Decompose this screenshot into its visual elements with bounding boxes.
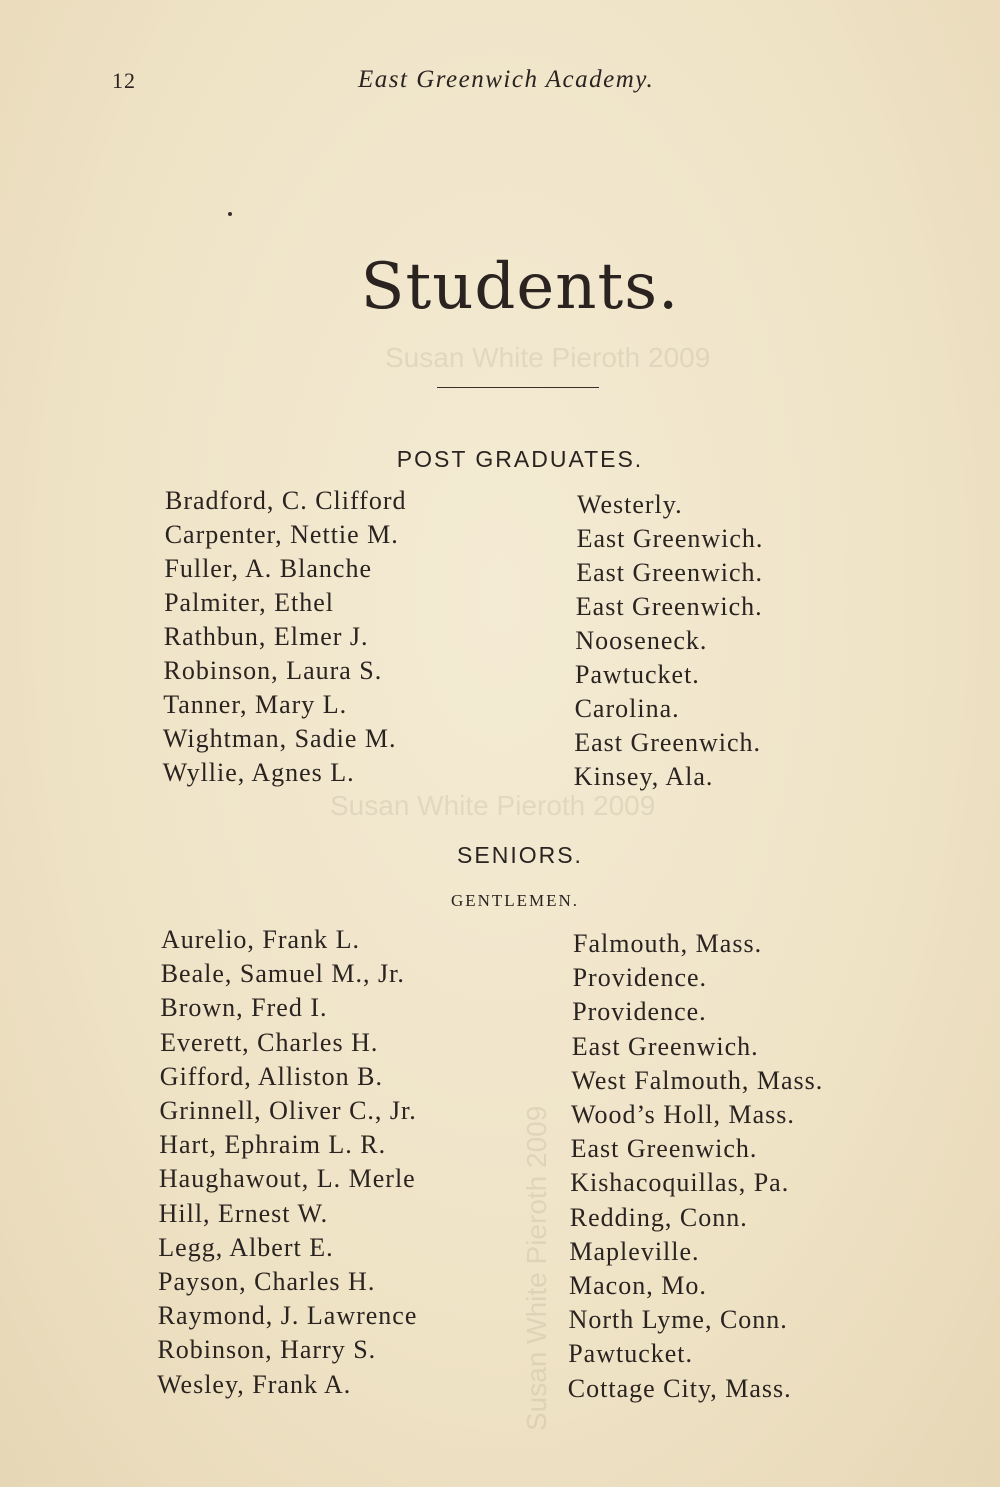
list-item	[0, 925, 1000, 959]
watermark: Susan White Pieroth 2009	[385, 342, 711, 373]
list-item	[0, 1267, 1000, 1301]
title-rule	[437, 387, 599, 388]
student-hometown: East Greenwich.	[576, 524, 764, 553]
watermark: Susan White Pieroth 2009	[521, 1105, 552, 1431]
list-item	[0, 1370, 1000, 1404]
student-name: Grinnell, Oliver C., Jr.	[159, 1096, 417, 1125]
student-name: Palmiter, Ethel	[164, 588, 335, 617]
student-name: Wyllie, Agnes L.	[162, 758, 355, 787]
student-name: Beale, Samuel M., Jr.	[160, 959, 405, 989]
ink-speck	[228, 212, 232, 216]
student-hometown: Kinsey, Ala.	[573, 762, 714, 791]
student-name: Aurelio, Frank L.	[161, 925, 360, 954]
watermark: Susan White Pieroth 2009	[330, 790, 656, 821]
student-name: Rathbun, Elmer J.	[163, 622, 369, 651]
page-number: 12	[112, 68, 136, 93]
student-hometown: Providence.	[572, 997, 707, 1027]
list-item	[0, 656, 1000, 690]
list-item	[0, 554, 1000, 588]
student-hometown: Macon, Mo.	[569, 1271, 707, 1300]
student-name: Payson, Charles H.	[158, 1267, 376, 1296]
running-head: East Greenwich Academy.	[358, 66, 655, 93]
student-name: Robinson, Laura S.	[163, 656, 383, 685]
list-item	[0, 1096, 1000, 1130]
student-hometown: Carolina.	[574, 694, 680, 723]
student-hometown: East Greenwich.	[574, 728, 762, 757]
student-name: Wesley, Frank A.	[157, 1369, 352, 1399]
student-name: Tanner, Mary L.	[163, 690, 348, 719]
student-hometown: East Greenwich.	[571, 1031, 759, 1061]
student-hometown: East Greenwich.	[570, 1134, 758, 1164]
student-hometown: Cottage City, Mass.	[567, 1373, 792, 1403]
student-name: Everett, Charles H.	[160, 1027, 379, 1057]
student-hometown: Mapleville.	[569, 1236, 700, 1266]
student-name: Bradford, C. Clifford	[165, 486, 407, 515]
student-name: Gifford, Alliston B.	[159, 1061, 383, 1091]
seniors-heading: SENIORS.	[457, 842, 583, 868]
list-item	[0, 1335, 1000, 1369]
list-item	[0, 758, 1000, 792]
student-hometown: West Falmouth, Mass.	[571, 1065, 824, 1095]
list-item	[0, 1199, 1000, 1233]
student-hometown: North Lyme, Conn.	[568, 1305, 788, 1335]
list-item	[0, 690, 1000, 724]
list-item	[0, 724, 1000, 758]
student-hometown: Redding, Conn.	[569, 1202, 748, 1232]
list-item	[0, 959, 1000, 993]
student-name: Fuller, A. Blanche	[164, 554, 372, 583]
page-title: Students.	[360, 250, 680, 324]
student-hometown: Wood’s Holl, Mass.	[571, 1100, 795, 1129]
student-hometown: Pawtucket.	[575, 660, 700, 689]
student-hometown: Westerly.	[577, 490, 683, 519]
student-name: Hart, Ephraim L. R.	[159, 1130, 387, 1160]
student-name: Raymond, J. Lawrence	[157, 1301, 418, 1331]
post-graduates-heading: POST GRADUATES.	[396, 446, 644, 472]
student-name: Haughawout, L. Merle	[158, 1164, 416, 1194]
list-item	[0, 486, 1000, 520]
list-item	[0, 1062, 1000, 1096]
student-name: Wightman, Sadie M.	[162, 724, 397, 753]
list-item	[0, 1233, 1000, 1267]
student-name: Carpenter, Nettie M.	[164, 520, 399, 549]
student-name: Legg, Albert E.	[158, 1232, 334, 1262]
list-item	[0, 993, 1000, 1027]
student-name: Robinson, Harry S.	[157, 1335, 377, 1365]
student-hometown: Providence.	[572, 963, 708, 993]
student-hometown: East Greenwich.	[575, 592, 763, 621]
student-hometown: Kishacoquillas, Pa.	[570, 1168, 790, 1198]
student-name: Brown, Fred I.	[160, 993, 328, 1023]
student-hometown: Nooseneck.	[575, 626, 708, 655]
student-hometown: East Greenwich.	[576, 558, 764, 587]
list-item	[0, 1301, 1000, 1335]
list-item	[0, 1164, 1000, 1198]
student-name: Hill, Ernest W.	[158, 1198, 329, 1228]
list-item	[0, 520, 1000, 554]
student-hometown: Pawtucket.	[568, 1339, 693, 1369]
list-item	[0, 1130, 1000, 1164]
gentlemen-subheading: GENTLEMEN.	[450, 891, 580, 910]
list-item	[0, 1028, 1000, 1062]
list-item	[0, 622, 1000, 656]
student-hometown: Falmouth, Mass.	[573, 929, 763, 958]
list-item	[0, 588, 1000, 622]
